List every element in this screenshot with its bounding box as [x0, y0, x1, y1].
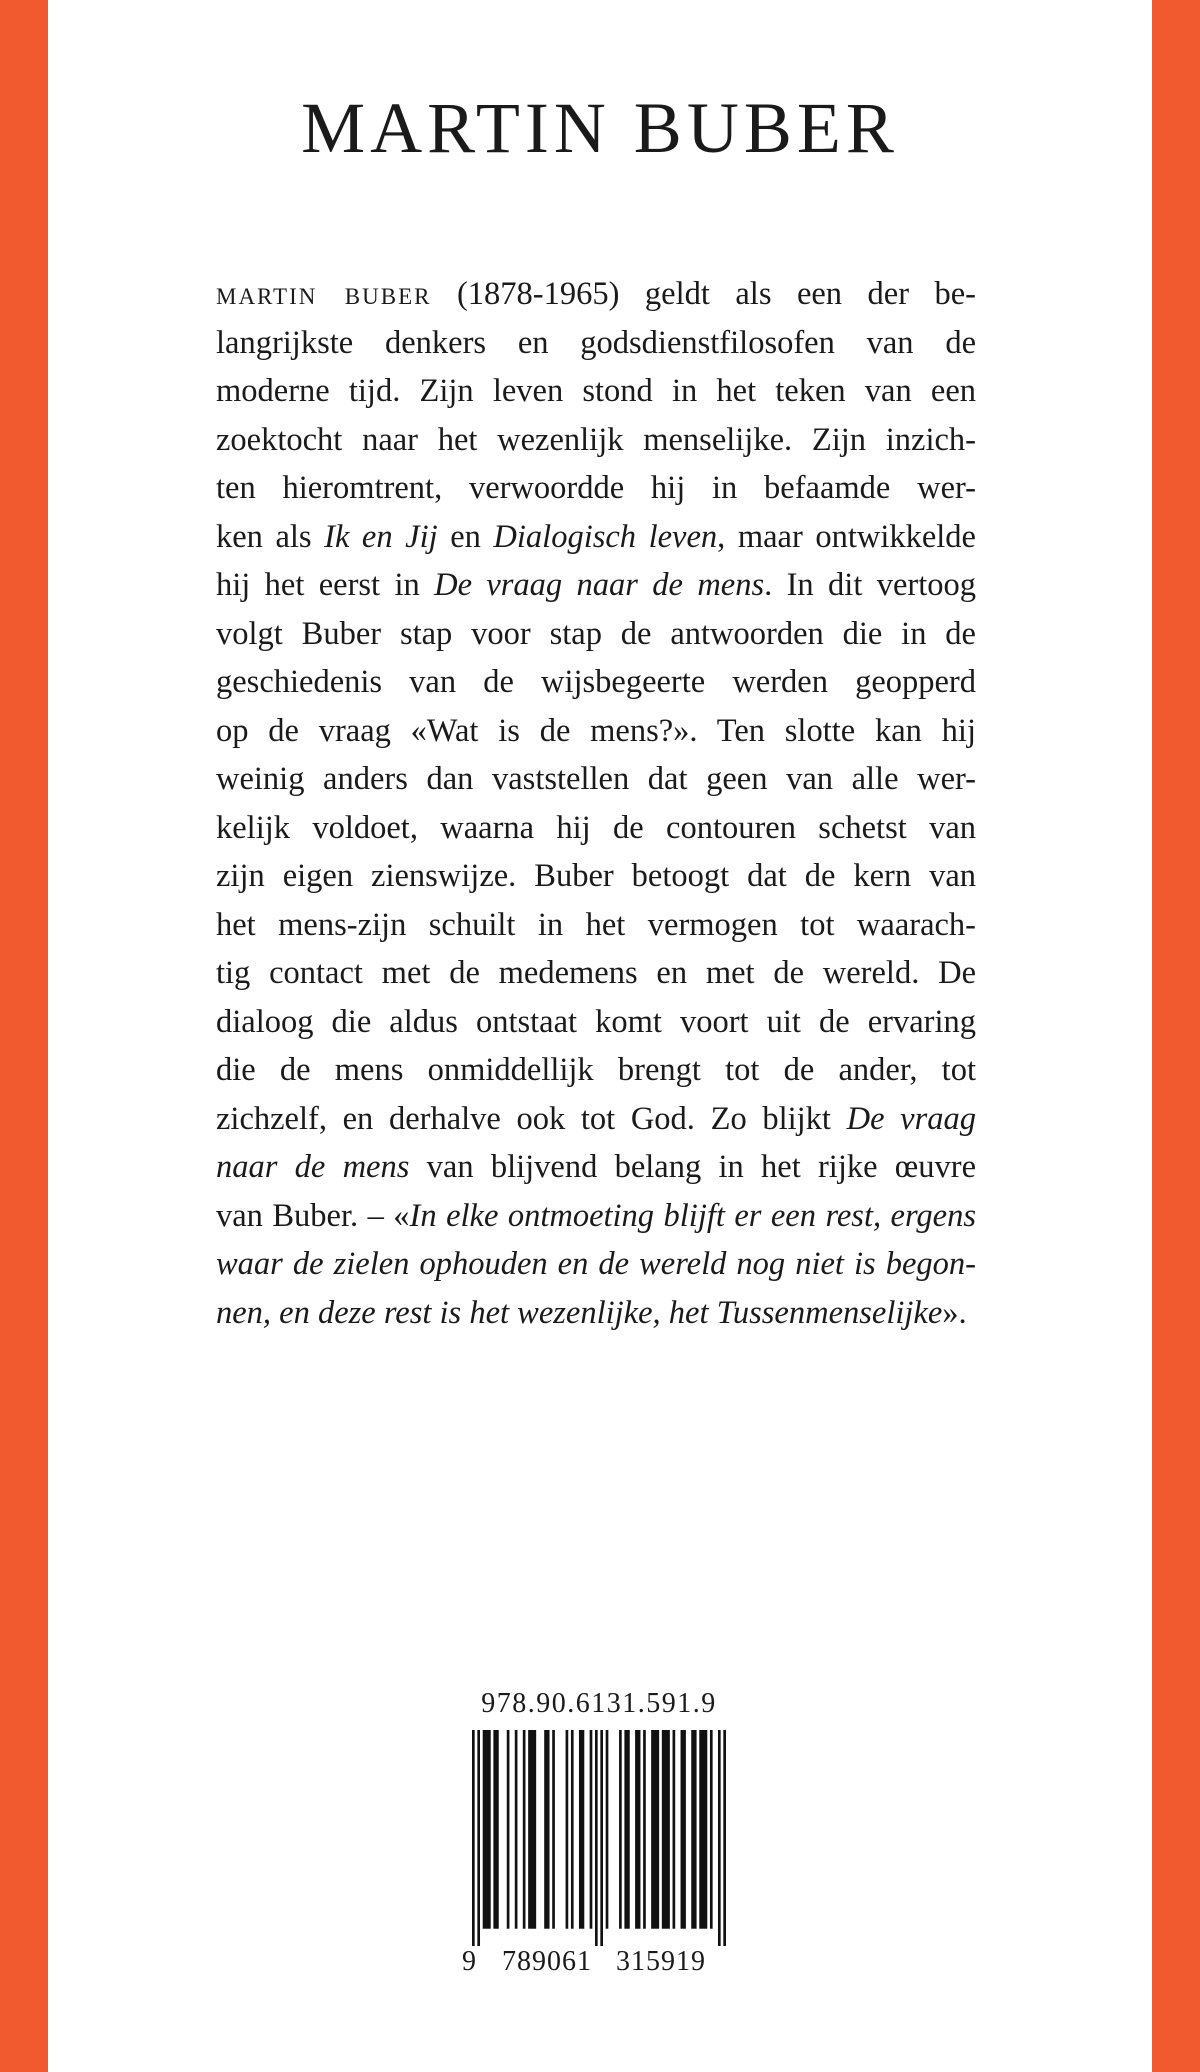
blurb-line	[216, 852, 976, 901]
barcode-bar	[619, 1730, 622, 1929]
blurb-text: ».	[942, 1294, 967, 1331]
blurb-text: ten hieromtrent, verwoordde hij in befaamde wer-	[216, 470, 976, 506]
barcode-bar	[600, 1730, 603, 1946]
italic-text: naar de mens	[216, 1149, 410, 1185]
blurb-text: (1878-1965) geldt als een der be-	[431, 276, 976, 312]
italic-text: Dialogisch leven	[493, 518, 718, 555]
italic-text: In elke ontmoeting blijft er een rest, ergens	[409, 1197, 976, 1234]
barcode-bar	[624, 1730, 629, 1929]
blurb-text: volgt Buber stap voor stap de antwoorden die in de	[216, 615, 976, 652]
barcode-bar	[643, 1730, 646, 1929]
barcode-bar	[528, 1730, 536, 1929]
barcode-bar	[691, 1730, 696, 1929]
blurb-text: van blijvend belang in het rijke œuvre	[409, 1149, 977, 1185]
blurb-line	[216, 658, 976, 707]
blurb-text: tig contact met de medemens en met de wereld. De	[216, 955, 976, 991]
barcode-bar	[595, 1730, 598, 1946]
blurb-line	[216, 270, 976, 319]
barcode-bar	[507, 1730, 510, 1929]
blurb-text: het mens-zijn schuilt in het vermogen tot waarach-	[216, 906, 976, 943]
barcode-bar	[710, 1730, 713, 1929]
blurb-line	[216, 1192, 976, 1241]
blurb-text: op de vraag «Wat is de mens?». Ten slotte kan hij	[216, 712, 976, 749]
blurb-text: , maar ontwikkelde	[717, 518, 976, 555]
blurb-text: . In dit vertoog	[764, 567, 976, 603]
blurb-line	[216, 319, 976, 368]
blurb-text: kelijk voldoet, waarna hij de contouren schetst van	[216, 809, 976, 846]
left-orange-border	[0, 0, 48, 2072]
author-name-smallcaps: martin buber	[216, 276, 432, 312]
blurb-line	[216, 561, 976, 610]
back-cover-blurb	[216, 270, 976, 1337]
barcode-bar	[681, 1730, 686, 1929]
author-title: MARTIN BUBER	[301, 88, 899, 168]
blurb-text: weinig anders dan vaststellen dat geen van alle wer-	[216, 761, 976, 797]
barcode-bar	[483, 1730, 491, 1929]
blurb-line	[216, 1143, 976, 1192]
blurb-line	[216, 998, 976, 1047]
barcode-bar	[544, 1730, 549, 1929]
barcode-bar	[579, 1730, 584, 1929]
ean-first-digit: 9	[462, 1946, 477, 1977]
italic-text: nen, en deze rest is het wezenlijke, het Tussenmenselijke	[216, 1294, 943, 1331]
blurb-line	[216, 1240, 976, 1289]
barcode-bar	[493, 1730, 498, 1929]
blurb-line	[216, 1289, 976, 1338]
barcode-bar	[552, 1730, 555, 1929]
blurb-text: die de mens onmiddellijk brengt tot de ander, tot	[216, 1052, 976, 1088]
blurb-line	[216, 804, 976, 853]
barcode-bar	[606, 1730, 609, 1929]
ean-left-group: 789061	[502, 1946, 592, 1977]
barcode-bar	[590, 1730, 593, 1929]
right-orange-border	[1152, 0, 1200, 2072]
barcode-bar	[515, 1730, 518, 1929]
barcode-bar	[699, 1730, 707, 1929]
italic-text: Ik en Jij	[324, 518, 438, 555]
blurb-text: zoektocht naar het wezenlijk menselijke. Zijn inzich-	[216, 421, 976, 458]
blurb-line	[216, 610, 976, 659]
blurb-text: ken als	[216, 518, 325, 555]
blurb-text: van Buber. – «	[216, 1197, 410, 1234]
blurb-line	[216, 513, 976, 562]
blurb-line	[216, 1095, 976, 1144]
ean-right-group: 315919	[616, 1946, 706, 1977]
isbn-number: 978.90.6131.591.9	[481, 1688, 717, 1719]
barcode-bar	[718, 1730, 721, 1946]
blurb-text: zijn eigen zienswijze. Buber betoogt dat de kern van	[216, 858, 976, 894]
blurb-text: zichzelf, en derhalve ook tot God. Zo blijkt	[216, 1100, 847, 1137]
italic-text: De vraag	[846, 1100, 976, 1137]
blurb-text: geschiedenis van de wijsbegeerte werden geopperd	[216, 664, 976, 700]
barcode-bar	[651, 1730, 659, 1929]
barcode-bar	[477, 1730, 480, 1946]
blurb-line	[216, 464, 976, 513]
blurb-text: en	[437, 518, 494, 555]
blurb-line	[216, 367, 976, 416]
blurb-text: dialoog die aldus ontstaat komt voort uit de ervaring	[216, 1003, 976, 1040]
blurb-text: hij het eerst in	[216, 567, 435, 603]
barcode-bar	[571, 1730, 574, 1929]
italic-text: De vraag naar de mens	[434, 567, 765, 603]
blurb-line	[216, 707, 976, 756]
barcode-bar	[662, 1730, 670, 1929]
blurb-line	[216, 416, 976, 465]
barcode-bar	[635, 1730, 640, 1929]
barcode-bar	[673, 1730, 676, 1929]
barcode-image	[472, 1730, 726, 1946]
blurb-line	[216, 949, 976, 998]
italic-text: waar de zielen ophouden en de wereld nog niet is begon-	[216, 1246, 976, 1282]
barcode-bar	[472, 1730, 475, 1946]
blurb-text: moderne tijd. Zijn leven stond in het teken van een	[216, 373, 976, 409]
barcode-bar	[723, 1730, 726, 1946]
blurb-line	[216, 901, 976, 950]
blurb-text: langrijkste denkers en godsdienstfilosofen van de	[216, 324, 976, 361]
barcode-bar	[523, 1730, 526, 1929]
blurb-line	[216, 1046, 976, 1095]
blurb-line	[216, 755, 976, 804]
barcode-bar	[566, 1730, 569, 1929]
